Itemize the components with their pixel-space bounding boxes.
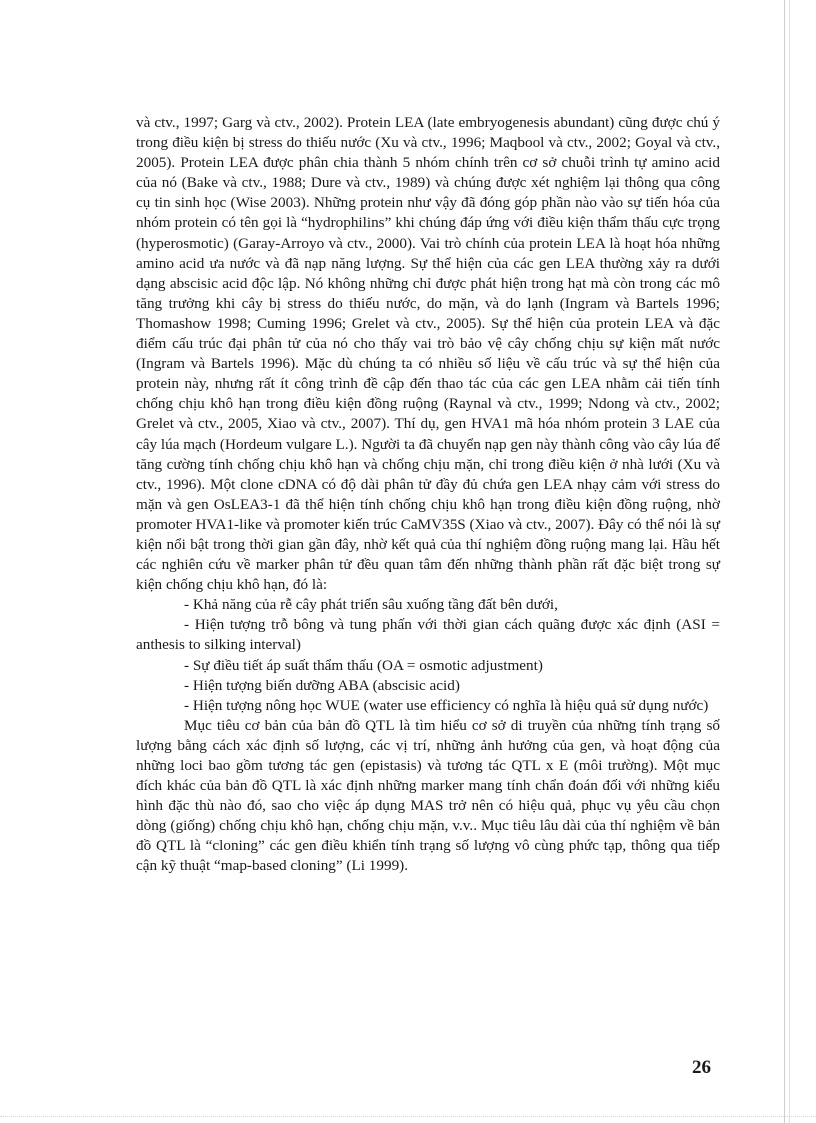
page-frame-right-line — [784, 0, 785, 1123]
list-item-wue: - Hiện tượng nông học WUE (water use efficiency có nghĩa là hiệu quả sử dụng nước) — [184, 696, 709, 714]
list-item-aba: - Hiện tượng biến dưỡng ABA (abscisic acid) — [184, 676, 460, 694]
list-item-root-depth: - Khả năng của rễ cây phát triển sâu xuống tầng đất bên dưới, — [184, 596, 558, 614]
paragraph-lea-protein: và ctv., 1997; Garg và ctv., 2002). Protein LEA (late embryogenesis abundant) cũng được chú ý trong điều kiện bị stress do thiếu nước (Xu và ctv., 1996; Maqbool và ctv., 2002; Goyal và ctv., 2005). Protein LEA được phân chia thành 5 nhóm chính trên cơ sở chuỗi trình tự amino acid của nó (Bake và ctv., 1988; Dure và ctv., 1989) và chúng được xét nghiệm lại thông qua công cụ tin sinh học (Wise 2003). Những protein như vậy đã đóng góp phần nào vào sự tiến hóa của nhóm protein có tên gọi là “hydrophilins” khi chúng đáp ứng với điều kiện thẩm thấu cực trọng (hyperosmotic) (Garay-Arroyo và ctv., 2000). Vai trò chính của protein LEA là hoạt hóa những amino acid ưa nước và đã nạp năng lượng. Sự thể hiện của các gen LEA thường xảy ra dưới dạng abscisic acid độc lập. Nó không những chỉ được phát hiện trong hạt mà còn trong các mô tăng trưởng khi cây bị stress do thiếu nước, do mặn, và do lạnh (Ingram và Bartels 1996; Thomashow 1998; Cuming 1996; Grelet và ctv., 2005). Sự thể hiện của protein LEA và đặc điểm cấu trúc đại phân tử của nó cho thấy vai trò bảo vệ cây chống chịu sự kiện mất nước (Ingram và Bartels 1996). Mặc dù chúng ta có nhiều số liệu về cấu trúc và sự thể hiện của protein này, nhưng rất ít công trình đề cập đến thao tác của các gen LEA nhằm cải tiến tính chống chịu khô hạn trong điều kiện đồng ruộng (Raynal và ctv., 1999; Ndong và ctv., 2002; Grelet và ctv., 2005, Xiao và ctv., 2007). Thí dụ, gen HVA1 mã hóa nhóm protein 3 LAE của cây lúa mạch (Hordeum vulgare L.). Người ta đã chuyển nạp gen này thành công vào cây lúa để tăng cường tính chống chịu khô hạn và chống chịu mặn, chỉ trong điều kiện ở nhà lưới (Xu và ctv., 1996). Một clone cDNA có độ dài phân tử đầy đủ chứa gen LEA nhạy cảm với stress do mặn và gen OsLEA3-1 đã thể hiện tính chống chịu khô hạn trong điều kiện đồng ruộng, nhờ promoter HVA1-like và promoter kiến trúc CaMV35S (Xiao và ctv., 2007). Đây có thể nói là sự kiện nổi bật trong thời gian gần đây, nhờ kết quả của thí nghiệm đồng ruộng mang lại. Hầu hết các nghiên cứu về marker phân tử đều quan tâm đến những thành phần rất đặc biệt trong sự kiện chống chịu khô hạn, đó là: — [136, 114, 720, 594]
list-item-osmotic-adjustment: - Sự điều tiết áp suất thẩm thấu (OA = osmotic adjustment) — [184, 656, 543, 674]
list-item-asi: - Hiện tượng trỗ bông và tung phấn với thời gian cách quãng được xác định (ASI = anthesis to silking interval) — [136, 616, 720, 654]
paragraph-qtl-mapping: Mục tiêu cơ bản của bản đồ QTL là tìm hiểu cơ sở di truyền của những tính trạng số lượng bằng cách xác định số lượng, các vị trí, những ảnh hưởng của gen, và hoạt động của những loci bao gồm tương tác gen (epistasis) và tương tác QTL x E (môi trường). Một mục đích khác của bản đồ QTL là xác định những marker mang tính chẩn đoán đối với những kiểu hình đặc thù nào đó, sao cho việc áp dụng MAS trở nên có hiệu quả, phục vụ yêu cầu chọn dòng (giống) chống chịu khô hạn, chống chịu mặn, v.v.. Mục tiêu lâu dài của thí nghiệm về bản đồ QTL là “cloning” các gen điều khiển tính trạng số lượng vô cùng phức tạp, thông qua tiếp cận kỹ thuật “map-based cloning” (Li 1999). — [136, 716, 720, 875]
page-number: 26 — [692, 1057, 711, 1078]
page-frame-right-outer-line — [789, 0, 790, 1123]
body-text — [136, 113, 720, 877]
page-frame-bottom-line — [0, 1116, 816, 1117]
